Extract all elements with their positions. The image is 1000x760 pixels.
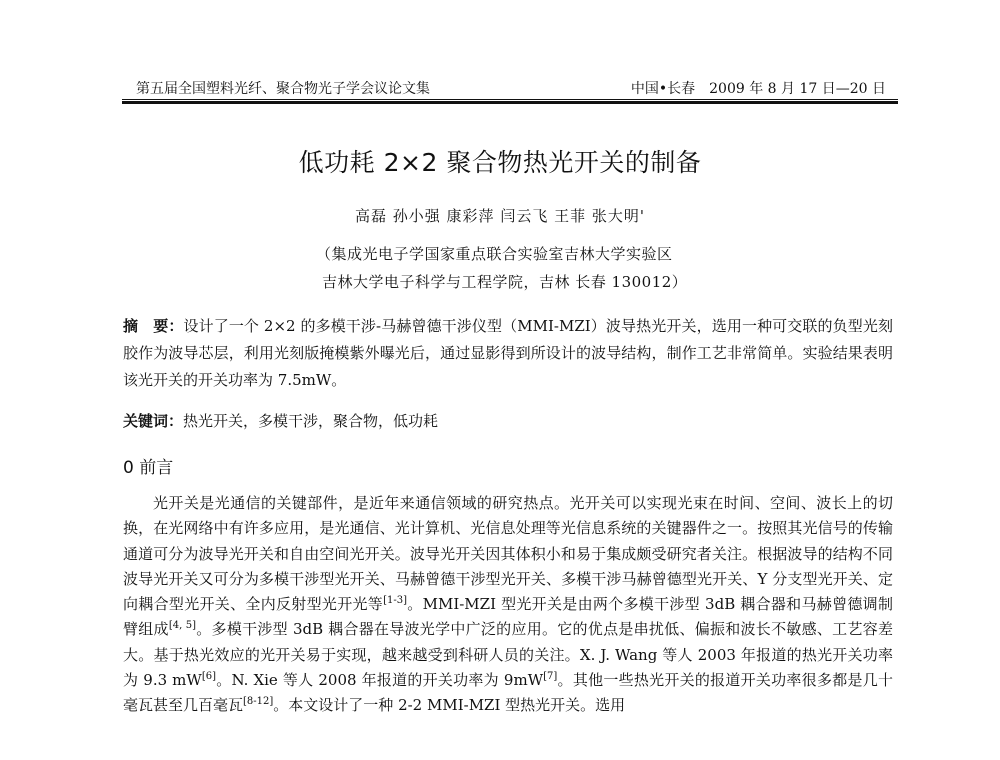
- citation-ref: [7]: [543, 671, 558, 683]
- body-segment: 。N. Xie 等人 2008 年报道的开关功率为 9mW: [215, 671, 544, 690]
- citation-ref: [4, 5]: [168, 620, 196, 632]
- body-segment: 。多模干涉型 3dB 耦合器在导波光学中广泛的应用。它的优点是串扰低、偏振和波长不敏感、工艺容差大。基于热光效应的光开关易于实现，越来越受到科研人员的关注。X. J. Wang 等人 2003 年报道的热光开关功率为 9.3 mW: [123, 620, 893, 690]
- introduction-body: [123, 491, 893, 719]
- introduction-paragraph: [123, 491, 893, 719]
- affiliation-line-2: 吉林大学电子科学与工程学院，吉林 长春 130012）: [322, 273, 688, 291]
- citation-ref: [8-12]: [243, 696, 274, 708]
- body-segment: 。其他一些热光开关的报道开关功率很多都是几十毫瓦甚至几百毫瓦: [123, 671, 893, 715]
- header-rule-thin: [122, 99, 898, 100]
- citation-ref: [1-3]: [383, 595, 407, 607]
- abstract-text: 设计了一个 2×2 的多模干涉-马赫曾德干涉仪型（MMI-MZI）波导热光开关，选用一种可交联的负型光刻胶作为波导芯层，利用光刻版掩模紫外曝光后，通过显影得到所设计的波导结构，制作工艺非常简单。实验结果表明该光开关的开关功率为 7.5mW。: [123, 317, 893, 389]
- body-segment: 。本文设计了一种 2-2 MMI-MZI 型热光开关。选用: [273, 696, 626, 715]
- abstract-label: 摘 要：: [123, 317, 184, 335]
- paper-title: 低功耗 2×2 聚合物热光开关的制备: [298, 148, 702, 177]
- keywords-label: 关键词：: [123, 412, 184, 430]
- author-list: 高磊 孙小强 康彩萍 闫云飞 王菲 张大明': [355, 207, 645, 225]
- header-proceedings-title: 第五届全国塑料光纤、聚合物光子学会议论文集: [136, 81, 430, 97]
- keywords: [123, 410, 893, 432]
- body-segment: 光开关是光通信的关键部件，是近年来通信领域的研究热点。光开关可以实现光束在时间、空间、波长上的切换，在光网络中有许多应用，是光通信、光计算机、光信息处理等光信息系统的关键器件之一。按照其光信号的传输通道可分为波导光开关和自由空间光开关。波导光开关因其体积小和易于集成颇受研究者关注。根据波导的结构不同波导光开关又可分为多模干涉型光开关、马赫曾德干涉型光开关、多模干涉马赫曾德型光开关、Y 分支型光开关、定向耦合型光开关、全内反射型光开光等: [123, 494, 893, 614]
- header-rule-thick: [122, 101, 898, 104]
- affiliation-line-1: （集成光电子学国家重点联合实验室吉林大学实验区: [316, 245, 673, 263]
- abstract: [123, 313, 893, 394]
- citation-ref: [6]: [201, 671, 216, 683]
- body-segment: 。MMI-MZI 型光开关是由两个多模干涉型 3dB 耦合器和马赫曾德调制臂组成: [123, 595, 893, 639]
- keywords-text: 热光开关，多模干涉，聚合物，低功耗: [183, 412, 439, 430]
- header-location-date: 中国•长春 2009 年 8 月 17 日—20 日: [630, 81, 886, 97]
- section-heading: 0 前言: [123, 458, 174, 478]
